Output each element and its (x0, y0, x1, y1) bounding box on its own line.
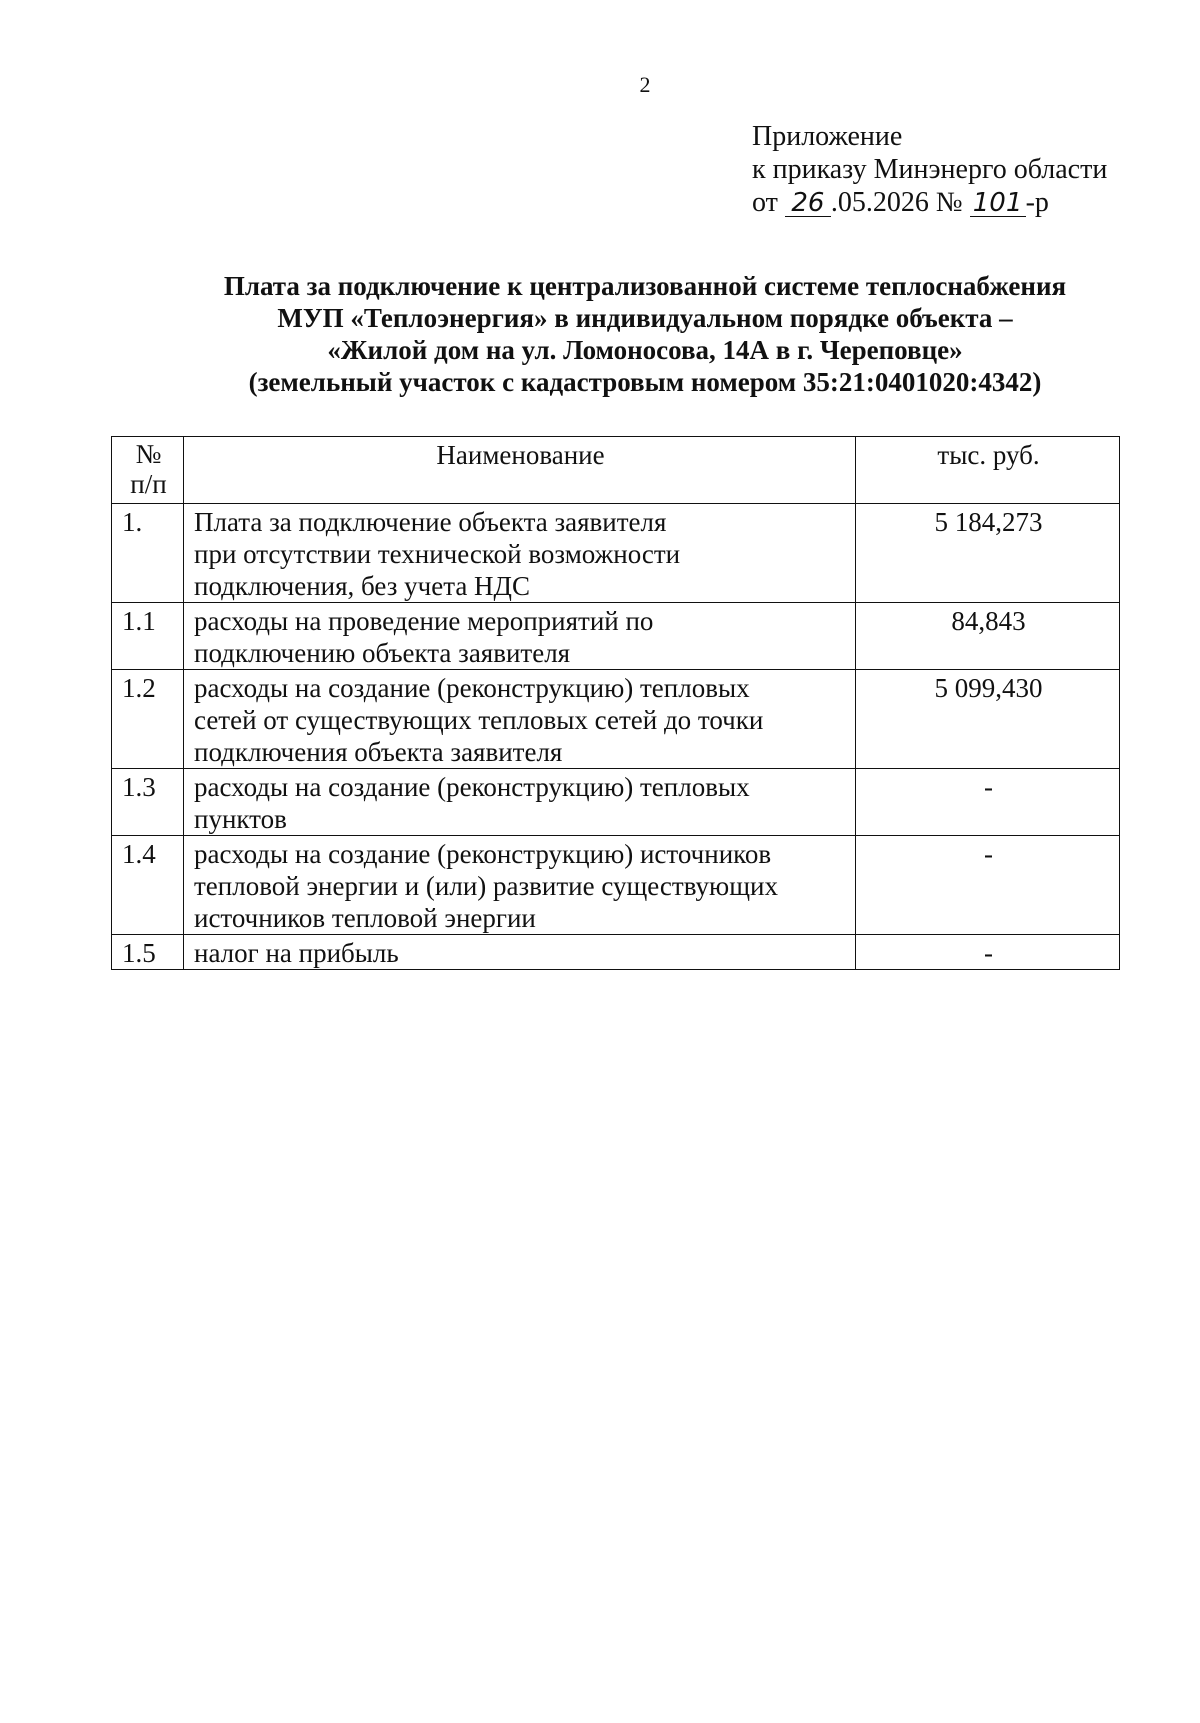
row-value: 5 184,273 (856, 504, 1120, 603)
fees-table (111, 436, 1120, 970)
table-row (112, 504, 1120, 603)
document-title (100, 270, 1190, 398)
title-line-3: «Жилой дом на ул. Ломоносова, 14А в г. Череповце» (327, 335, 963, 365)
appendix-date-line (752, 186, 1107, 219)
row-name: расходы на создание (реконструкцию) источников тепловой энергии и (или) развитие существующих источников тепловой энергии (184, 836, 856, 935)
row-value: - (856, 935, 1120, 970)
header-number-symbol: № (135, 439, 162, 469)
row-name: расходы на проведение мероприятий по подключению объекта заявителя (184, 603, 856, 670)
header-value: тыс. руб. (856, 437, 1120, 504)
appendix-label: Приложение (752, 121, 903, 152)
row-number: 1. (112, 504, 184, 603)
table-body (112, 504, 1120, 970)
row-name: Плата за подключение объекта заявителя при отсутствии технической возможности подключения, без учета НДС (184, 504, 856, 603)
date-prefix: от (752, 187, 785, 218)
header-number (112, 437, 184, 504)
row-number: 1.2 (112, 670, 184, 769)
row-value: 84,843 (856, 603, 1120, 670)
row-value: - (856, 836, 1120, 935)
header-name: Наименование (184, 437, 856, 504)
title-line-1: Плата за подключение к централизованной системе теплоснабжения (223, 271, 1067, 301)
row-name: расходы на создание (реконструкцию) тепловых сетей от существующих тепловых сетей до точки подключения объекта заявителя (184, 670, 856, 769)
order-suffix: -р (1025, 187, 1049, 218)
table-row (112, 670, 1120, 769)
table-row (112, 836, 1120, 935)
handwritten-order-number: 101 (970, 190, 1026, 217)
handwritten-day: 26 (785, 190, 831, 217)
row-name: расходы на создание (реконструкцию) тепловых пунктов (184, 769, 856, 836)
page-number: 2 (639, 72, 651, 97)
table-row (112, 769, 1120, 836)
table-row (112, 603, 1120, 670)
table-row (112, 935, 1120, 970)
row-number: 1.1 (112, 603, 184, 670)
date-rest: .05.2026 № (830, 187, 970, 218)
row-number: 1.4 (112, 836, 184, 935)
row-name: налог на прибыль (184, 935, 856, 970)
table-header-row (112, 437, 1120, 504)
appendix-order-reference: к приказу Минэнерго области (752, 154, 1108, 185)
row-value: - (856, 769, 1120, 836)
title-line-2: МУП «Теплоэнергия» в индивидуальном порядке объекта – (277, 303, 1013, 333)
title-line-4: (земельный участок с кадастровым номером 35:21:0401020:4342) (248, 367, 1042, 397)
header-number-label: п/п (130, 469, 167, 499)
row-number: 1.3 (112, 769, 184, 836)
appendix-block (752, 120, 1107, 219)
row-value: 5 099,430 (856, 670, 1120, 769)
row-number: 1.5 (112, 935, 184, 970)
